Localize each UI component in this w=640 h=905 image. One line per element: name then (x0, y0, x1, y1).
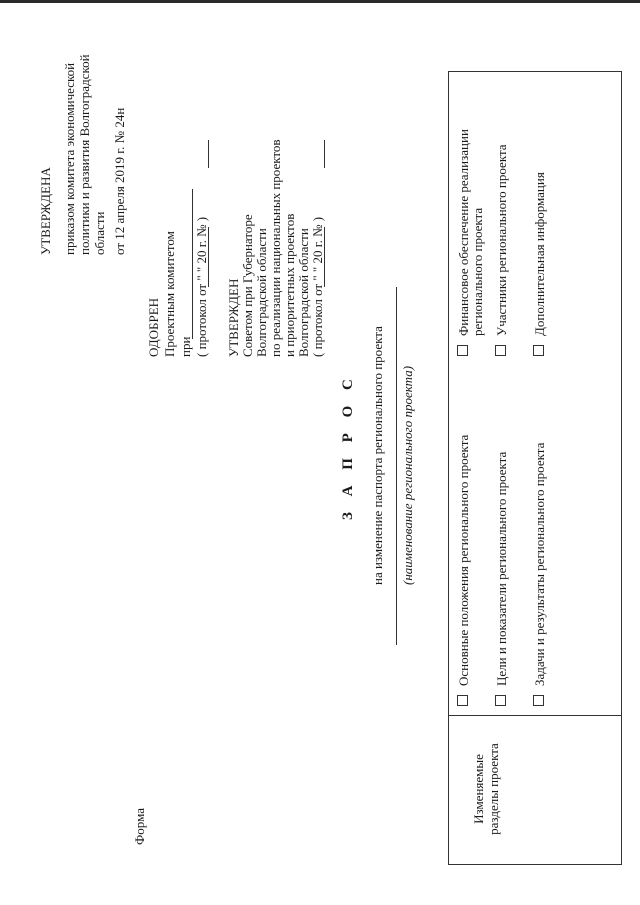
section-item-main[interactable] (457, 366, 471, 706)
protocol-line-2: ( протокол от " " 20 г. № ) (310, 216, 325, 357)
section-label: Основные положения регионального проекта (456, 434, 471, 686)
form-label: Форма (132, 808, 147, 845)
council-line-4: и приоритетных проектов (282, 213, 297, 357)
approved-word: УТВЕРЖДЕНА (38, 167, 53, 255)
checkbox[interactable] (457, 695, 468, 706)
section-label: Участники регионального проекта (494, 144, 509, 336)
sections-label: Изменяемые разделы проекта (471, 743, 501, 835)
section-label: Финансовое обеспечение реализации регионального проекта (456, 129, 485, 336)
protocol-num-underline-1 (208, 140, 209, 168)
committee-underline (192, 189, 193, 339)
section-item-tasks[interactable] (533, 366, 547, 706)
project-name-underline (396, 287, 397, 645)
project-name-caption: (наименование регионального проекта) (400, 365, 415, 585)
section-item-participants[interactable] (495, 86, 509, 356)
protocol-date-underline-2 (324, 227, 325, 287)
order-text: приказом комитета экономической политики и развития Волгоградской области (62, 54, 107, 255)
committee-line-2: при (178, 336, 193, 357)
section-label: Задачи и результаты регионального проекта (532, 442, 547, 686)
protocol-date-underline-1 (208, 227, 209, 287)
council-line-1: Советом при Губернаторе (240, 214, 255, 357)
checkbox[interactable] (457, 345, 468, 356)
section-item-goals[interactable] (495, 366, 509, 706)
checkbox[interactable] (495, 345, 506, 356)
order-date: от 12 апреля 2019 г. № 24н (112, 107, 127, 255)
council-line-5: Волгоградской области (296, 228, 311, 357)
endorsed-word: ОДОБРЕН (146, 297, 161, 357)
section-item-additional[interactable] (533, 86, 547, 356)
table-divider (449, 715, 621, 716)
section-item-finance[interactable] (457, 86, 485, 356)
protocol-num-underline-2 (324, 140, 325, 168)
committee-line-1: Проектным комитетом (162, 231, 177, 357)
confirmed-word: УТВЕРЖДЕН (226, 278, 241, 357)
checkbox[interactable] (533, 345, 544, 356)
section-label: Цели и показатели регионального проекта (494, 451, 509, 686)
sections-table (448, 71, 622, 865)
request-title: З А П Р О С (340, 373, 356, 520)
checkbox[interactable] (533, 695, 544, 706)
checkbox[interactable] (495, 695, 506, 706)
council-line-3: по реализации национальных проектов (268, 139, 283, 357)
protocol-line-1: ( протокол от " " 20 г. № ) (194, 216, 209, 357)
council-line-2: Волгоградской области (254, 228, 269, 357)
section-label: Дополнительная информация (532, 172, 547, 336)
request-subtitle: на изменение паспорта регионального проекта (370, 326, 385, 585)
